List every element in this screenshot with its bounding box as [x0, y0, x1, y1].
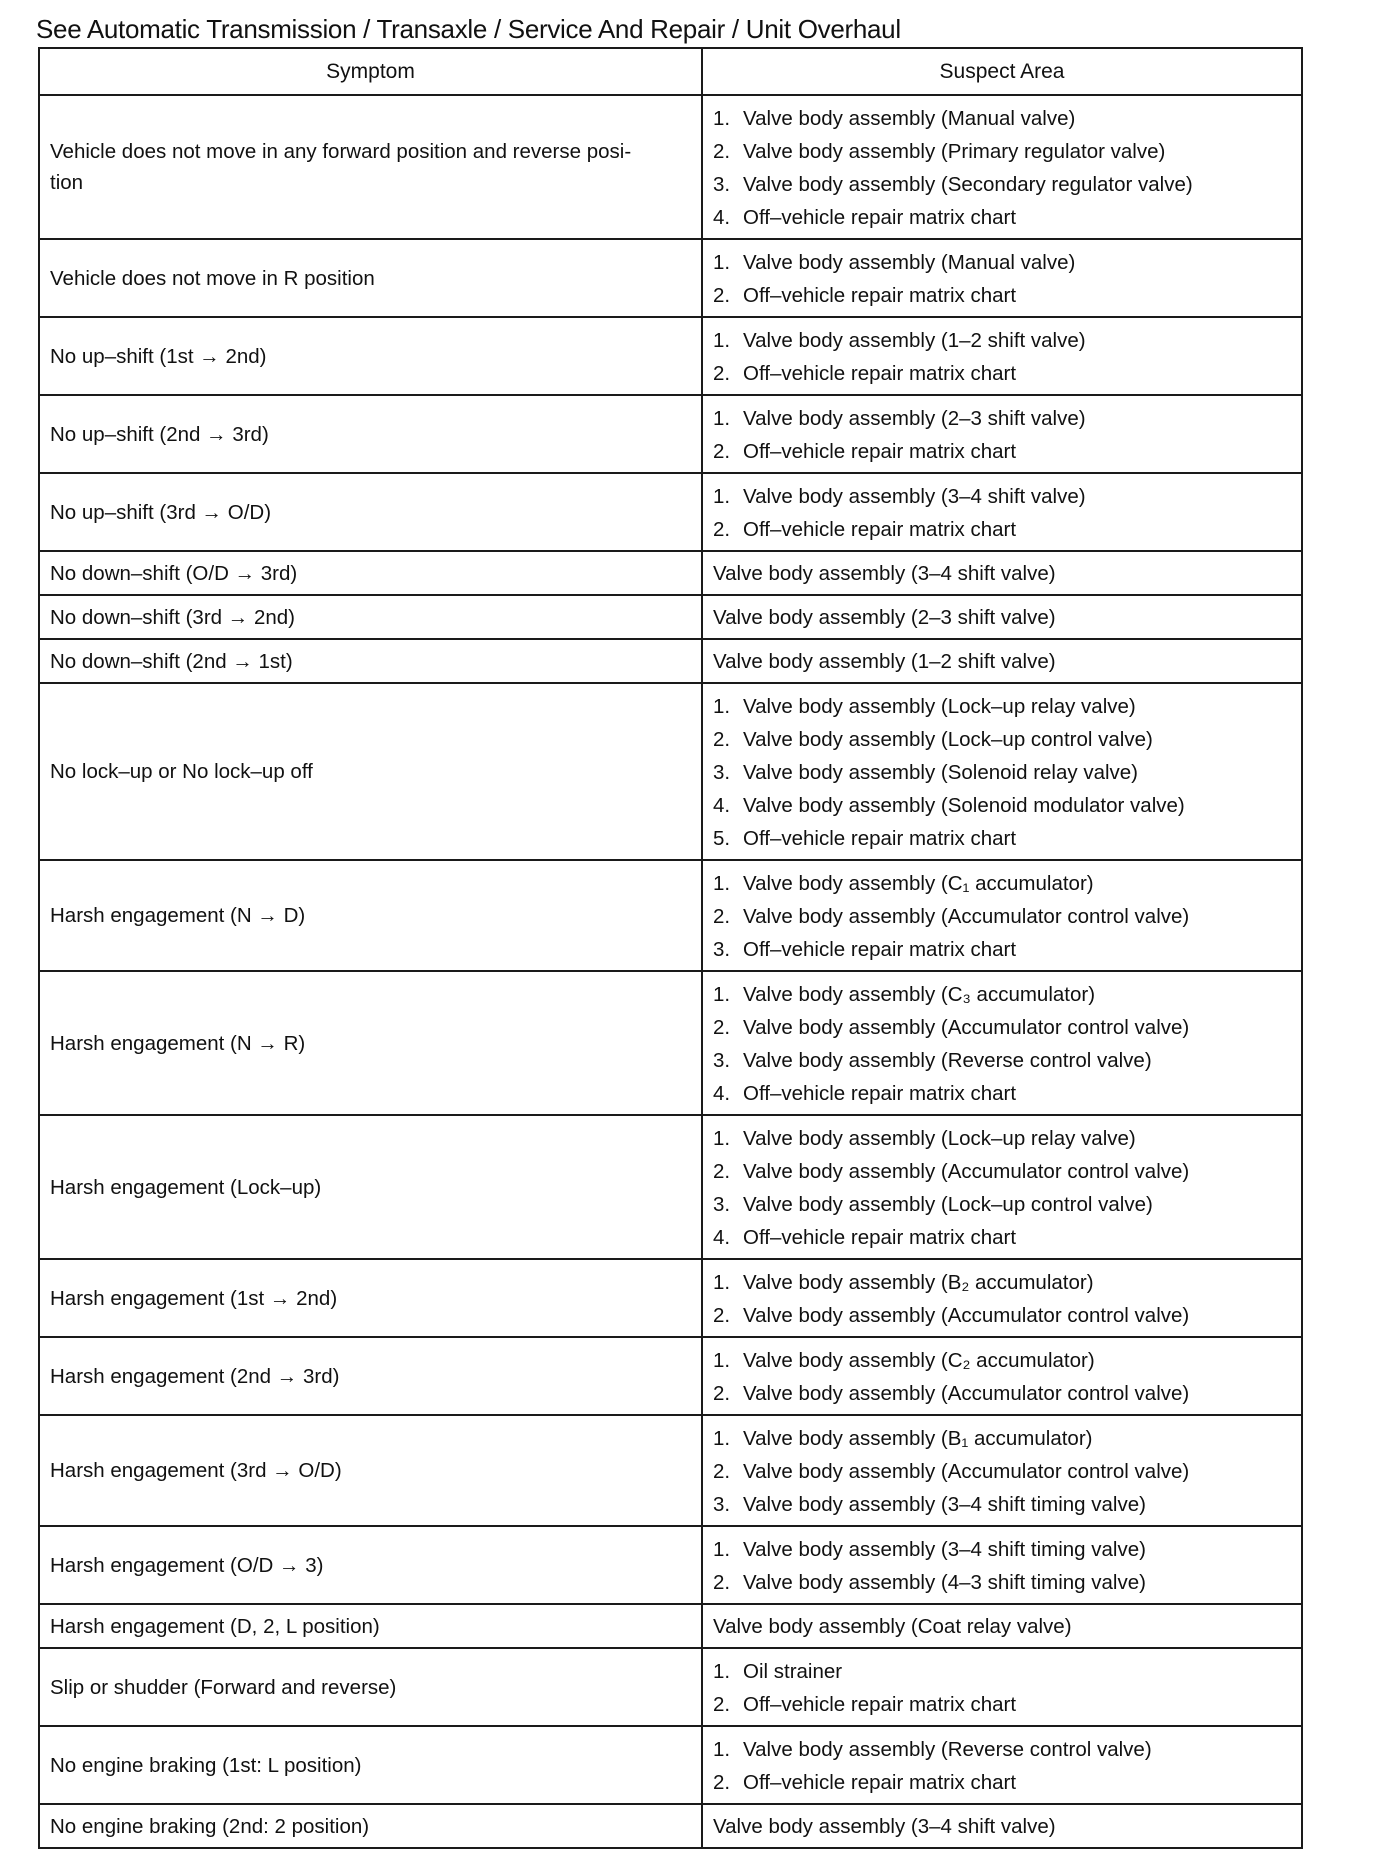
item-number: 3.: [713, 938, 731, 961]
suspect-area-cell: [702, 971, 1302, 1115]
item-text: Valve body assembly (C₂ accumulator): [743, 1349, 1095, 1372]
item-text: Valve body assembly (Reverse control valve): [743, 1049, 1152, 1072]
list-item: [713, 1011, 1291, 1044]
symptom-text: Harsh engagement (N → D): [50, 904, 306, 927]
suspect-area-list: [713, 867, 1291, 966]
suspect-area-cell: [702, 1648, 1302, 1726]
symptom-text: Harsh engagement (D, 2, L position): [50, 1614, 380, 1638]
item-text: Off–vehicle repair matrix chart: [743, 1082, 1017, 1105]
item-number: 2.: [713, 1016, 731, 1039]
item-number: 1.: [713, 983, 731, 1006]
diagnosis-table: [38, 47, 1303, 1849]
table-row: [39, 1804, 1302, 1848]
list-item: [713, 1566, 1291, 1599]
suspect-area-list: [713, 690, 1291, 855]
list-item: [713, 402, 1291, 435]
suspect-area-list: [713, 1733, 1291, 1799]
suspect-area-cell: [702, 1115, 1302, 1259]
item-number: 2.: [713, 728, 731, 751]
list-item: [713, 1155, 1291, 1188]
list-item: [713, 1077, 1291, 1110]
symptom-text: No up–shift (1st → 2nd): [50, 344, 267, 368]
header-suspect-area: Suspect Area: [702, 48, 1302, 95]
item-number: 2.: [713, 905, 731, 928]
suspect-area-cell: [702, 317, 1302, 395]
item-number: 3.: [713, 1193, 731, 1216]
item-number: 2.: [713, 440, 731, 463]
suspect-area-cell: [702, 1604, 1302, 1648]
item-text: Off–vehicle repair matrix chart: [743, 440, 1017, 463]
list-item: [713, 1766, 1291, 1799]
item-text: Off–vehicle repair matrix chart: [743, 1693, 1017, 1716]
symptom-cell: [39, 1526, 702, 1604]
list-item: [713, 690, 1291, 723]
header-symptom: Symptom: [39, 48, 702, 95]
item-text: Valve body assembly (3–4 shift valve): [743, 485, 1086, 508]
item-text: Valve body assembly (Accumulator control valve): [743, 905, 1190, 928]
suspect-area-list: [713, 1122, 1291, 1254]
list-item: [713, 102, 1291, 135]
page-heading: See Automatic Transmission / Transaxle / Service And Repair / Unit Overhaul: [36, 14, 901, 44]
list-item: [713, 480, 1291, 513]
item-text: Off–vehicle repair matrix chart: [743, 206, 1017, 229]
item-text: Valve body assembly (C₃ accumulator): [743, 983, 1096, 1006]
item-text: Valve body assembly (Manual valve): [743, 107, 1076, 130]
item-text: Valve body assembly (3–4 shift timing valve): [743, 1493, 1146, 1516]
item-text: Valve body assembly (3–4 shift timing valve): [743, 1538, 1146, 1561]
symptom-text: Slip or shudder (Forward and reverse): [50, 1675, 397, 1699]
suspect-area-list: [713, 402, 1291, 468]
item-number: 2.: [713, 1160, 731, 1183]
list-item: [713, 1044, 1291, 1077]
symptom-cell: [39, 860, 702, 971]
table-row: [39, 595, 1302, 639]
list-item: [713, 135, 1291, 168]
table-row: [39, 1337, 1302, 1415]
suspect-area-text: Valve body assembly (3–4 shift valve): [713, 562, 1056, 585]
symptom-text: No up–shift (3rd → O/D): [50, 500, 272, 524]
item-number: 1.: [713, 872, 731, 895]
suspect-area-text: Valve body assembly (1–2 shift valve): [713, 650, 1056, 673]
symptom-text: No down–shift (O/D → 3rd): [50, 561, 298, 585]
item-number: 4.: [713, 206, 731, 229]
item-text: Valve body assembly (Solenoid relay valve): [743, 761, 1139, 784]
list-item: [713, 1299, 1291, 1332]
item-text: Valve body assembly (B₁ accumulator): [743, 1427, 1093, 1450]
suspect-area-cell: [702, 551, 1302, 595]
symptom-cell: [39, 595, 702, 639]
item-number: 4.: [713, 1226, 731, 1249]
item-number: 1.: [713, 1271, 731, 1294]
list-item: [713, 1733, 1291, 1766]
table-row: [39, 95, 1302, 239]
item-number: 2.: [713, 1304, 731, 1327]
symptom-text: No engine braking (1st: L position): [50, 1753, 362, 1777]
suspect-area-list: [713, 978, 1291, 1110]
symptom-text: Vehicle does not move in any forward position and reverse posi- tion: [50, 140, 632, 194]
item-text: Valve body assembly (Accumulator control valve): [743, 1016, 1190, 1039]
list-item: [713, 1688, 1291, 1721]
item-text: Valve body assembly (B₂ accumulator): [743, 1271, 1094, 1294]
symptom-text: No down–shift (2nd → 1st): [50, 649, 293, 673]
symptom-text: No down–shift (3rd → 2nd): [50, 605, 295, 629]
item-text: Valve body assembly (2–3 shift valve): [743, 407, 1086, 430]
item-text: Valve body assembly (4–3 shift timing valve): [743, 1571, 1146, 1594]
list-item: [713, 789, 1291, 822]
item-text: Valve body assembly (C₁ accumulator): [743, 872, 1094, 895]
symptom-text: No up–shift (2nd → 3rd): [50, 422, 269, 446]
item-number: 2.: [713, 1382, 731, 1405]
suspect-area-cell: [702, 1526, 1302, 1604]
item-text: Valve body assembly (Accumulator control valve): [743, 1460, 1190, 1483]
suspect-area-cell: [702, 1726, 1302, 1804]
item-number: 1.: [713, 407, 731, 430]
item-number: 4.: [713, 1082, 731, 1105]
list-item: [713, 168, 1291, 201]
list-item: [713, 279, 1291, 312]
table-row: [39, 395, 1302, 473]
table-row: [39, 683, 1302, 860]
list-item: [713, 1221, 1291, 1254]
item-number: 1.: [713, 1427, 731, 1450]
list-item: [713, 978, 1291, 1011]
item-number: 1.: [713, 1738, 731, 1761]
symptom-cell: [39, 639, 702, 683]
item-text: Valve body assembly (Manual valve): [743, 251, 1076, 274]
symptom-cell: [39, 551, 702, 595]
symptom-cell: [39, 95, 702, 239]
list-item: [713, 756, 1291, 789]
suspect-area-text: Valve body assembly (2–3 shift valve): [713, 606, 1056, 629]
list-item: [713, 1188, 1291, 1221]
table-row: [39, 1604, 1302, 1648]
suspect-area-cell: [702, 473, 1302, 551]
symptom-cell: [39, 473, 702, 551]
list-item: [713, 1344, 1291, 1377]
symptom-cell: [39, 1604, 702, 1648]
suspect-area-list: [713, 102, 1291, 234]
suspect-area-cell: [702, 860, 1302, 971]
suspect-area-list: [713, 1533, 1291, 1599]
list-item: [713, 1655, 1291, 1688]
suspect-area-list: [713, 1655, 1291, 1721]
list-item: [713, 246, 1291, 279]
table-row: [39, 317, 1302, 395]
item-number: 4.: [713, 794, 731, 817]
table-row: [39, 473, 1302, 551]
table-row: [39, 1526, 1302, 1604]
table-row: [39, 971, 1302, 1115]
item-number: 1.: [713, 485, 731, 508]
item-number: 1.: [713, 1349, 731, 1372]
list-item: [713, 867, 1291, 900]
suspect-area-cell: [702, 639, 1302, 683]
item-number: 3.: [713, 1049, 731, 1072]
item-number: 2.: [713, 362, 731, 385]
table-header-row: [39, 48, 1302, 95]
symptom-text: Harsh engagement (3rd → O/D): [50, 1459, 342, 1482]
item-text: Valve body assembly (Accumulator control valve): [743, 1160, 1190, 1183]
item-text: Valve body assembly (Accumulator control valve): [743, 1382, 1190, 1405]
symptom-text: Harsh engagement (2nd → 3rd): [50, 1364, 340, 1388]
item-text: Valve body assembly (Lock–up control valve): [743, 728, 1153, 751]
list-item: [713, 1488, 1291, 1521]
symptom-cell: [39, 317, 702, 395]
item-number: 3.: [713, 761, 731, 784]
symptom-text: Harsh engagement (N → R): [50, 1031, 306, 1055]
symptom-cell: [39, 683, 702, 860]
list-item: [713, 1266, 1291, 1299]
item-text: Off–vehicle repair matrix chart: [743, 284, 1017, 307]
suspect-area-cell: [702, 239, 1302, 317]
suspect-area-cell: [702, 595, 1302, 639]
table-row: [39, 1648, 1302, 1726]
symptom-cell: [39, 971, 702, 1115]
list-item: [713, 357, 1291, 390]
symptom-text: No engine braking (2nd: 2 position): [50, 1814, 370, 1838]
symptom-cell: [39, 1259, 702, 1337]
list-item: [713, 723, 1291, 756]
list-item: [713, 1377, 1291, 1410]
item-text: Valve body assembly (Secondary regulator valve): [743, 173, 1193, 196]
suspect-area-cell: [702, 1415, 1302, 1526]
suspect-area-list: [713, 324, 1291, 390]
list-item: [713, 1533, 1291, 1566]
suspect-area-cell: [702, 1337, 1302, 1415]
table-row: [39, 639, 1302, 683]
item-text: Off–vehicle repair matrix chart: [743, 1771, 1017, 1794]
table-row: [39, 1259, 1302, 1337]
item-number: 2.: [713, 1571, 731, 1594]
table-row: [39, 1726, 1302, 1804]
table-body: [39, 95, 1302, 1848]
item-text: Valve body assembly (Accumulator control valve): [743, 1304, 1190, 1327]
item-number: 3.: [713, 173, 731, 196]
table-row: [39, 1115, 1302, 1259]
item-number: 5.: [713, 827, 731, 850]
diagnosis-table-container: [38, 47, 1303, 1849]
item-text: Off–vehicle repair matrix chart: [743, 518, 1017, 541]
list-item: [713, 1422, 1291, 1455]
item-number: 1.: [713, 329, 731, 352]
item-text: Off–vehicle repair matrix chart: [743, 362, 1017, 385]
list-item: [713, 1122, 1291, 1155]
list-item: [713, 435, 1291, 468]
item-number: 1.: [713, 1538, 731, 1561]
item-text: Valve body assembly (Primary regulator valve): [743, 140, 1166, 163]
item-number: 2.: [713, 140, 731, 163]
suspect-area-cell: [702, 1259, 1302, 1337]
suspect-area-cell: [702, 95, 1302, 239]
table-row: [39, 1415, 1302, 1526]
list-item: [713, 900, 1291, 933]
list-item: [713, 201, 1291, 234]
symptom-cell: [39, 1337, 702, 1415]
table-row: [39, 239, 1302, 317]
suspect-area-cell: [702, 683, 1302, 860]
item-text: Valve body assembly (Lock–up relay valve): [743, 1127, 1136, 1150]
list-item: [713, 933, 1291, 966]
item-text: Off–vehicle repair matrix chart: [743, 938, 1017, 961]
symptom-cell: [39, 1804, 702, 1848]
item-number: 2.: [713, 284, 731, 307]
suspect-area-cell: [702, 395, 1302, 473]
symptom-cell: [39, 1415, 702, 1526]
item-text: Oil strainer: [743, 1660, 843, 1683]
list-item: [713, 822, 1291, 855]
item-text: Valve body assembly (Lock–up control valve): [743, 1193, 1153, 1216]
suspect-area-list: [713, 480, 1291, 546]
symptom-text: No lock–up or No lock–up off: [50, 760, 313, 783]
item-number: 1.: [713, 107, 731, 130]
suspect-area-list: [713, 1344, 1291, 1410]
symptom-cell: [39, 1726, 702, 1804]
table-row: [39, 860, 1302, 971]
suspect-area-list: [713, 1266, 1291, 1332]
symptom-text: Harsh engagement (1st → 2nd): [50, 1286, 338, 1310]
symptom-text: Harsh engagement (O/D → 3): [50, 1553, 324, 1577]
item-number: 2.: [713, 1771, 731, 1794]
item-number: 2.: [713, 1693, 731, 1716]
item-number: 3.: [713, 1493, 731, 1516]
item-text: Off–vehicle repair matrix chart: [743, 827, 1017, 850]
item-text: Valve body assembly (1–2 shift valve): [743, 329, 1086, 352]
suspect-area-cell: [702, 1804, 1302, 1848]
symptom-cell: [39, 1115, 702, 1259]
suspect-area-list: [713, 246, 1291, 312]
item-text: Off–vehicle repair matrix chart: [743, 1226, 1017, 1249]
item-text: Valve body assembly (Reverse control valve): [743, 1738, 1152, 1761]
suspect-area-list: [713, 1422, 1291, 1521]
symptom-cell: [39, 395, 702, 473]
item-number: 1.: [713, 1660, 731, 1683]
item-number: 1.: [713, 1127, 731, 1150]
suspect-area-text: Valve body assembly (3–4 shift valve): [713, 1815, 1056, 1838]
symptom-text: Vehicle does not move in R position: [50, 266, 375, 290]
item-text: Valve body assembly (Solenoid modulator valve): [743, 794, 1185, 817]
table-row: [39, 551, 1302, 595]
item-number: 1.: [713, 695, 731, 718]
item-text: Valve body assembly (Lock–up relay valve): [743, 695, 1136, 718]
list-item: [713, 1455, 1291, 1488]
suspect-area-text: Valve body assembly (Coat relay valve): [713, 1615, 1072, 1638]
item-number: 2.: [713, 518, 731, 541]
item-number: 1.: [713, 251, 731, 274]
item-number: 2.: [713, 1460, 731, 1483]
symptom-text: Harsh engagement (Lock–up): [50, 1175, 322, 1199]
list-item: [713, 513, 1291, 546]
list-item: [713, 324, 1291, 357]
symptom-cell: [39, 239, 702, 317]
symptom-cell: [39, 1648, 702, 1726]
